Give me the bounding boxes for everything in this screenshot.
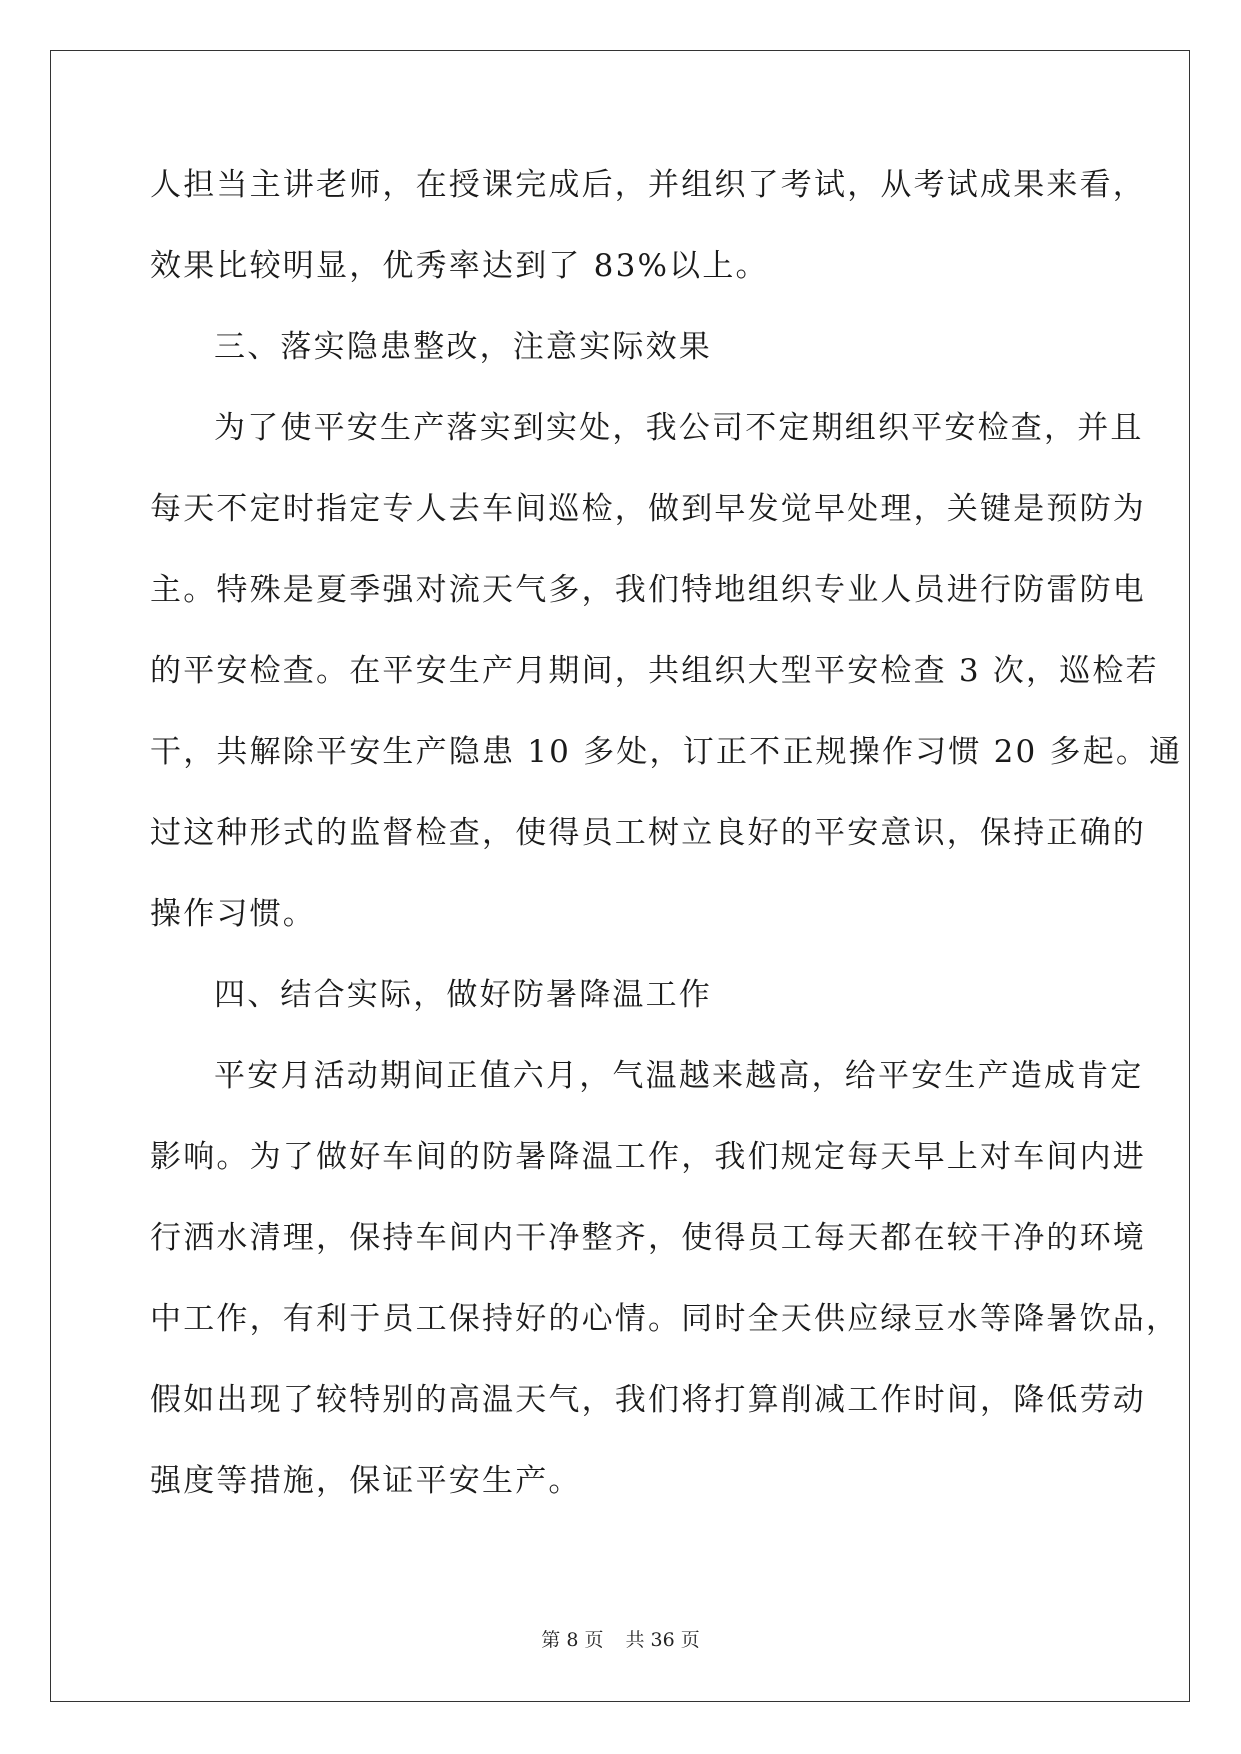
text-line: 强度等措施，保证平安生产。 — [150, 1463, 582, 1499]
text-line: 影响。为了做好车间的防暑降温工作，我们规定每天早上对车间内进 — [150, 1139, 1146, 1175]
text-line: 操作习惯。 — [150, 896, 316, 932]
text-line: 主。特殊是夏季强对流天气多，我们特地组织专业人员进行防雷防电 — [150, 572, 1146, 608]
text-line: 假如出现了较特别的高温天气，我们将打算削减工作时间，降低劳动 — [150, 1382, 1146, 1418]
section-heading: 三、落实隐患整改，注意实际效果 — [214, 329, 712, 365]
document-body — [150, 160, 1183, 1537]
text-line: 的平安检查。在平安生产月期间，共组织大型平安检查 3 次，巡检若 — [150, 653, 1159, 689]
text-line: 平安月活动期间正值六月，气温越来越高，给平安生产造成肯定 — [214, 1058, 1144, 1094]
text-line: 效果比较明显，优秀率达到了 83%以上。 — [150, 248, 769, 284]
section-heading: 四、结合实际，做好防暑降温工作 — [214, 977, 712, 1013]
page-footer — [0, 1625, 1241, 1652]
text-line: 过这种形式的监督检查，使得员工树立良好的平安意识，保持正确的 — [150, 815, 1146, 851]
page-total: 共 36 页 — [625, 1629, 700, 1651]
text-line: 为了使平安生产落实到实处，我公司不定期组织平安检查，并且 — [214, 410, 1144, 446]
text-line: 中工作，有利于员工保持好的心情。同时全天供应绿豆水等降暑饮品， — [150, 1301, 1180, 1337]
text-line: 干，共解除平安生产隐患 10 多处，订正不正规操作习惯 20 多起。通 — [150, 734, 1183, 770]
text-line: 行洒水清理，保持车间内干净整齐，使得员工每天都在较干净的环境 — [150, 1220, 1146, 1256]
page-number: 第 8 页 — [541, 1629, 604, 1651]
text-line: 人担当主讲老师，在授课完成后，并组织了考试，从考试成果来看， — [150, 167, 1146, 203]
text-line: 每天不定时指定专人去车间巡检，做到早发觉早处理，关键是预防为 — [150, 491, 1146, 527]
